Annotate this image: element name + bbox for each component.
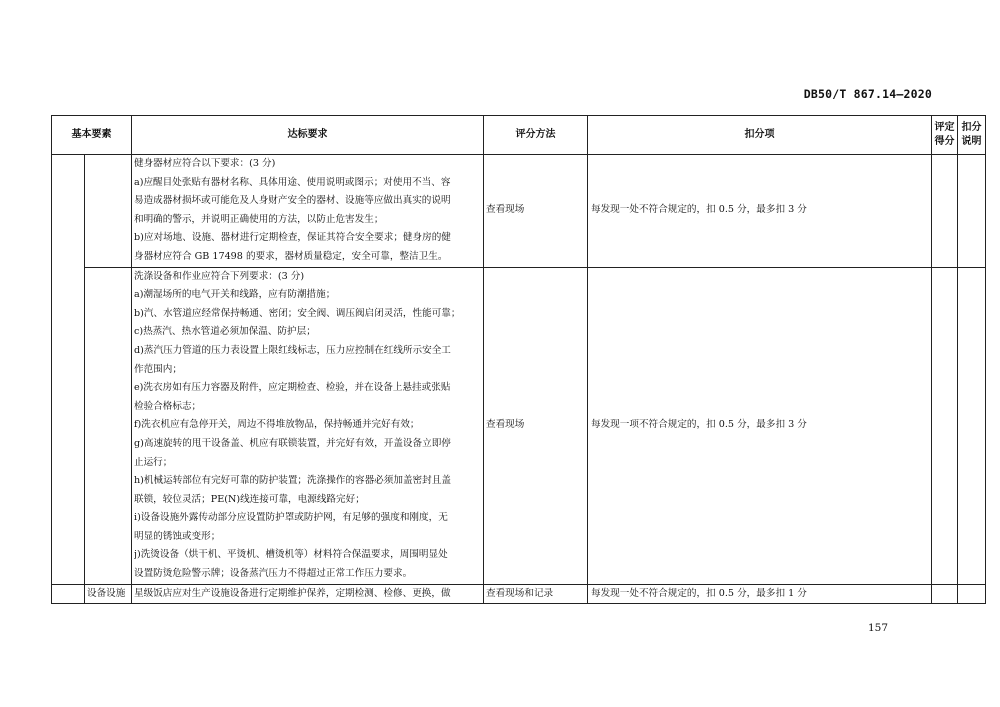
evaluation-cell: 查看现场和记录 [484,584,588,604]
table-row [52,267,986,584]
sub-element-cell [85,155,132,268]
deduction-cell: 每发现一处不符合规定的，扣 0.5 分，最多扣 1 分 [588,584,932,604]
standard-table [51,115,986,604]
element-cell [52,155,85,585]
evaluation-cell: 查看现场 [484,267,588,584]
evaluation-cell: 查看现场 [484,155,588,268]
note-cell [958,267,986,584]
note-cell [958,155,986,268]
sub-element-cell: 设备设施 [85,584,132,604]
requirements-cell: 洗涤设备和作业应符合下列要求：(3 分) a)潮湿场所的电气开关和线路，应有防潮措施； b)汽、水管道应经常保持畅通、密闭；安全阀、调压阀启闭灵活，性能可靠； c)热蒸汽、热水管道必须加保温、防护层； d)蒸汽压力管道的压力表设置上限红线标志，压力应控制在红线所示安全工 作范围内； e)洗衣房如有压力容器及附件，应定期检查、检验，并在设备上悬挂或张贴 检验合格标志； f)洗衣机应有急停开关，周边不得堆放物品，保持畅通并完好有效； g)高速旋转的甩干设备盖、机应有联锁装置，并完好有效，开盖设备立即停 止运行； h)机械运转部位有完好可靠的防护装置；洗涤操作的容器必须加盖密封且盖 联锁，较位灵活；PE(N)线连接可靠，电源线路完好； i)设备设施外露传动部分应设置防护罩或防护网，有足够的强度和刚度，无 明显的锈蚀或变形； j)洗烫设备（烘干机、平烫机、槽烫机等）材料符合保温要求，周围明显处 设置防烫危险警示牌；设备蒸汽压力不得超过正常工作压力要求。 [132,267,484,584]
header-score: 评定 得分 [932,116,958,155]
sub-element-cell [85,267,132,584]
requirements-cell: 健身器材应符合以下要求：(3 分) a)应醒目处张贴有器材名称、具体用途、使用说明或图示；对使用不当、容 易造成器材损坏或可能危及人身财产安全的器材、设施等应做出真实的说明 和明确的警示，并说明正确使用的方法，以防止危害发生； b)应对场地、设施、器材进行定期检查，保证其符合安全要求；健身房的健 身器材应符合 GB 17498 的要求，器材质量稳定，安全可靠，整洁卫生。 [132,155,484,268]
deduction-cell: 每发现一处不符合规定的，扣 0.5 分，最多扣 3 分 [588,155,932,268]
header-requirements: 达标要求 [132,116,484,155]
header-note: 扣分 说明 [958,116,986,155]
requirements-cell: 星级饭店应对生产设施设备进行定期维护保养，定期检测、检修、更换，做 [132,584,484,604]
table-row [52,584,986,604]
deduction-cell: 每发现一项不符合规定的，扣 0.5 分，最多扣 3 分 [588,267,932,584]
score-cell [932,584,958,604]
document-id: DB50/T 867.14—2020 [803,87,932,101]
element-cell [52,584,85,604]
header-basic-element: 基本要素 [52,116,132,155]
score-cell [932,267,958,584]
header-deduction-items: 扣分项 [588,116,932,155]
table-row [52,155,986,268]
table-header-row [52,116,986,155]
note-cell [958,584,986,604]
score-cell [932,155,958,268]
header-evaluation-method: 评分方法 [484,116,588,155]
page-number: 157 [867,622,888,634]
